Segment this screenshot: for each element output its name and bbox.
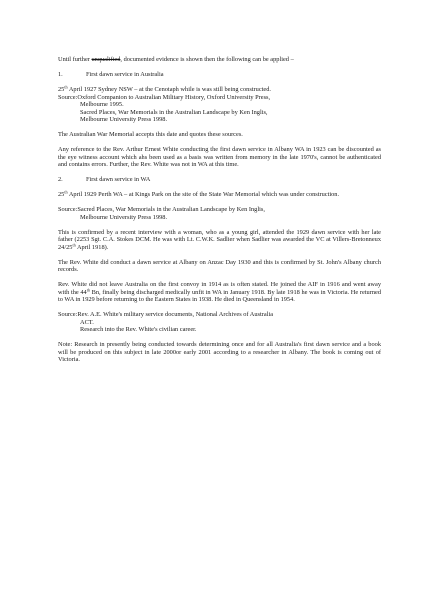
albany-paragraph: The Rev. White did conduct a dawn service at Albany on Anzac Day 1930 and this is confirmed by St. John's Albany church records. bbox=[58, 258, 381, 273]
event-1 bbox=[58, 86, 381, 94]
event-2-day: 25 bbox=[58, 191, 65, 198]
confirm-sup: th bbox=[72, 242, 76, 247]
confirm-text-start: This is confirmed by a recent interview with a woman, who as a young girl, attended the 1929 dawn service with her late father (2253 Sgt. C.A. Stokes DCM. He was with Lt. C.W.K. Sadlier when Sadlier was awarded the VC at Villers-Bretonneux 24/25 bbox=[58, 228, 381, 251]
event-2-text: April 1929 Perth WA – at Kings Park on the site of the State War Memorial which was under construction. bbox=[67, 191, 340, 198]
source-3-label: Source: bbox=[58, 311, 78, 318]
confirm-paragraph bbox=[58, 229, 381, 252]
section-1-number: 1. bbox=[58, 71, 63, 78]
convoy-sup: th bbox=[86, 287, 90, 292]
convoy-paragraph bbox=[58, 281, 381, 304]
struck-word: unqualified bbox=[91, 56, 121, 63]
source-2-label: Source: bbox=[58, 206, 78, 213]
intro-paragraph bbox=[58, 56, 381, 64]
event-1-text: April 1927 Sydney NSW – at the Cenotaph while is was still being constructed. bbox=[67, 86, 271, 93]
source-3-line-1: Rev. A.E. White's military service documents, National Archives of Australia bbox=[77, 311, 274, 318]
convoy-text-start: Rev. White did not leave Australia on the first convoy in 1914 as is often stated. He joined the AIF in 1916 and went away with the 44 bbox=[58, 281, 381, 296]
event-2-sup: th bbox=[64, 189, 68, 195]
source-2 bbox=[58, 206, 381, 221]
source-3 bbox=[58, 311, 381, 334]
event-2 bbox=[58, 191, 381, 199]
source-1-line-1: Oxford Companion to Australian Military History, Oxford University Press, bbox=[77, 93, 271, 101]
event-1-day: 25 bbox=[58, 86, 65, 93]
source-1-line-4: Melbourne University Press 1998. bbox=[80, 116, 168, 123]
convoy-text-end: Bn, finally being discharged medically unfit in WA in January 1918. By late 1918 he was in Victoria. He returned to WA in 1929 before returning to the Eastern States in 1938. He died in Queensland in 1954. bbox=[58, 288, 381, 303]
source-1 bbox=[58, 94, 381, 124]
note-paragraph: Note: Research in presently being conducted towards determining once and for all Australia's first dawn service and a book will be produced on this subject in late 2000or early 2001 according to a researcher in Albany. The book is coming out of Victoria. bbox=[58, 341, 381, 363]
section-1-title: First dawn service in Australia bbox=[86, 71, 164, 78]
source-1-line-3: Sacred Places, War Memorials in the Australian Landscape by Ken Inglis, bbox=[80, 108, 268, 116]
intro-text-end: , documented evidence is shown then the following can be applied – bbox=[120, 56, 294, 63]
event-1-sup: th bbox=[64, 84, 68, 90]
source-2-line-2: Melbourne University Press 1998. bbox=[80, 213, 168, 221]
source-1-line-2: Melbourne 1995. bbox=[80, 101, 124, 108]
section-2-number: 2. bbox=[58, 176, 63, 183]
source-1-label: Source: bbox=[58, 93, 78, 101]
source-2-line-1: Sacred Places, War Memorials in the Australian Landscape by Ken Inglis, bbox=[77, 206, 265, 213]
intro-text-start: Until further bbox=[58, 56, 92, 63]
section-2-heading bbox=[58, 176, 381, 184]
source-3-line-2: ACT. bbox=[80, 318, 94, 326]
confirm-text-end: April 1918). bbox=[75, 243, 109, 251]
section-1-heading bbox=[58, 71, 381, 79]
section-2-title: First dawn service in WA bbox=[86, 176, 151, 183]
awm-paragraph: The Australian War Memorial accepts this date and quotes these sources. bbox=[58, 131, 243, 138]
white-paragraph: Any reference to the Rev. Arthur Ernest White conducting the first dawn service in Albany WA in 1923 can be discounted as the eye witness account which ahs been used as a basis was written from memory in the late 1970's, cannot be authenticated and contains errors. Further, the Rev. White was not in WA at this time. bbox=[58, 146, 381, 168]
source-3-line-3: Research into the Rev. White's civilian career. bbox=[80, 326, 197, 333]
